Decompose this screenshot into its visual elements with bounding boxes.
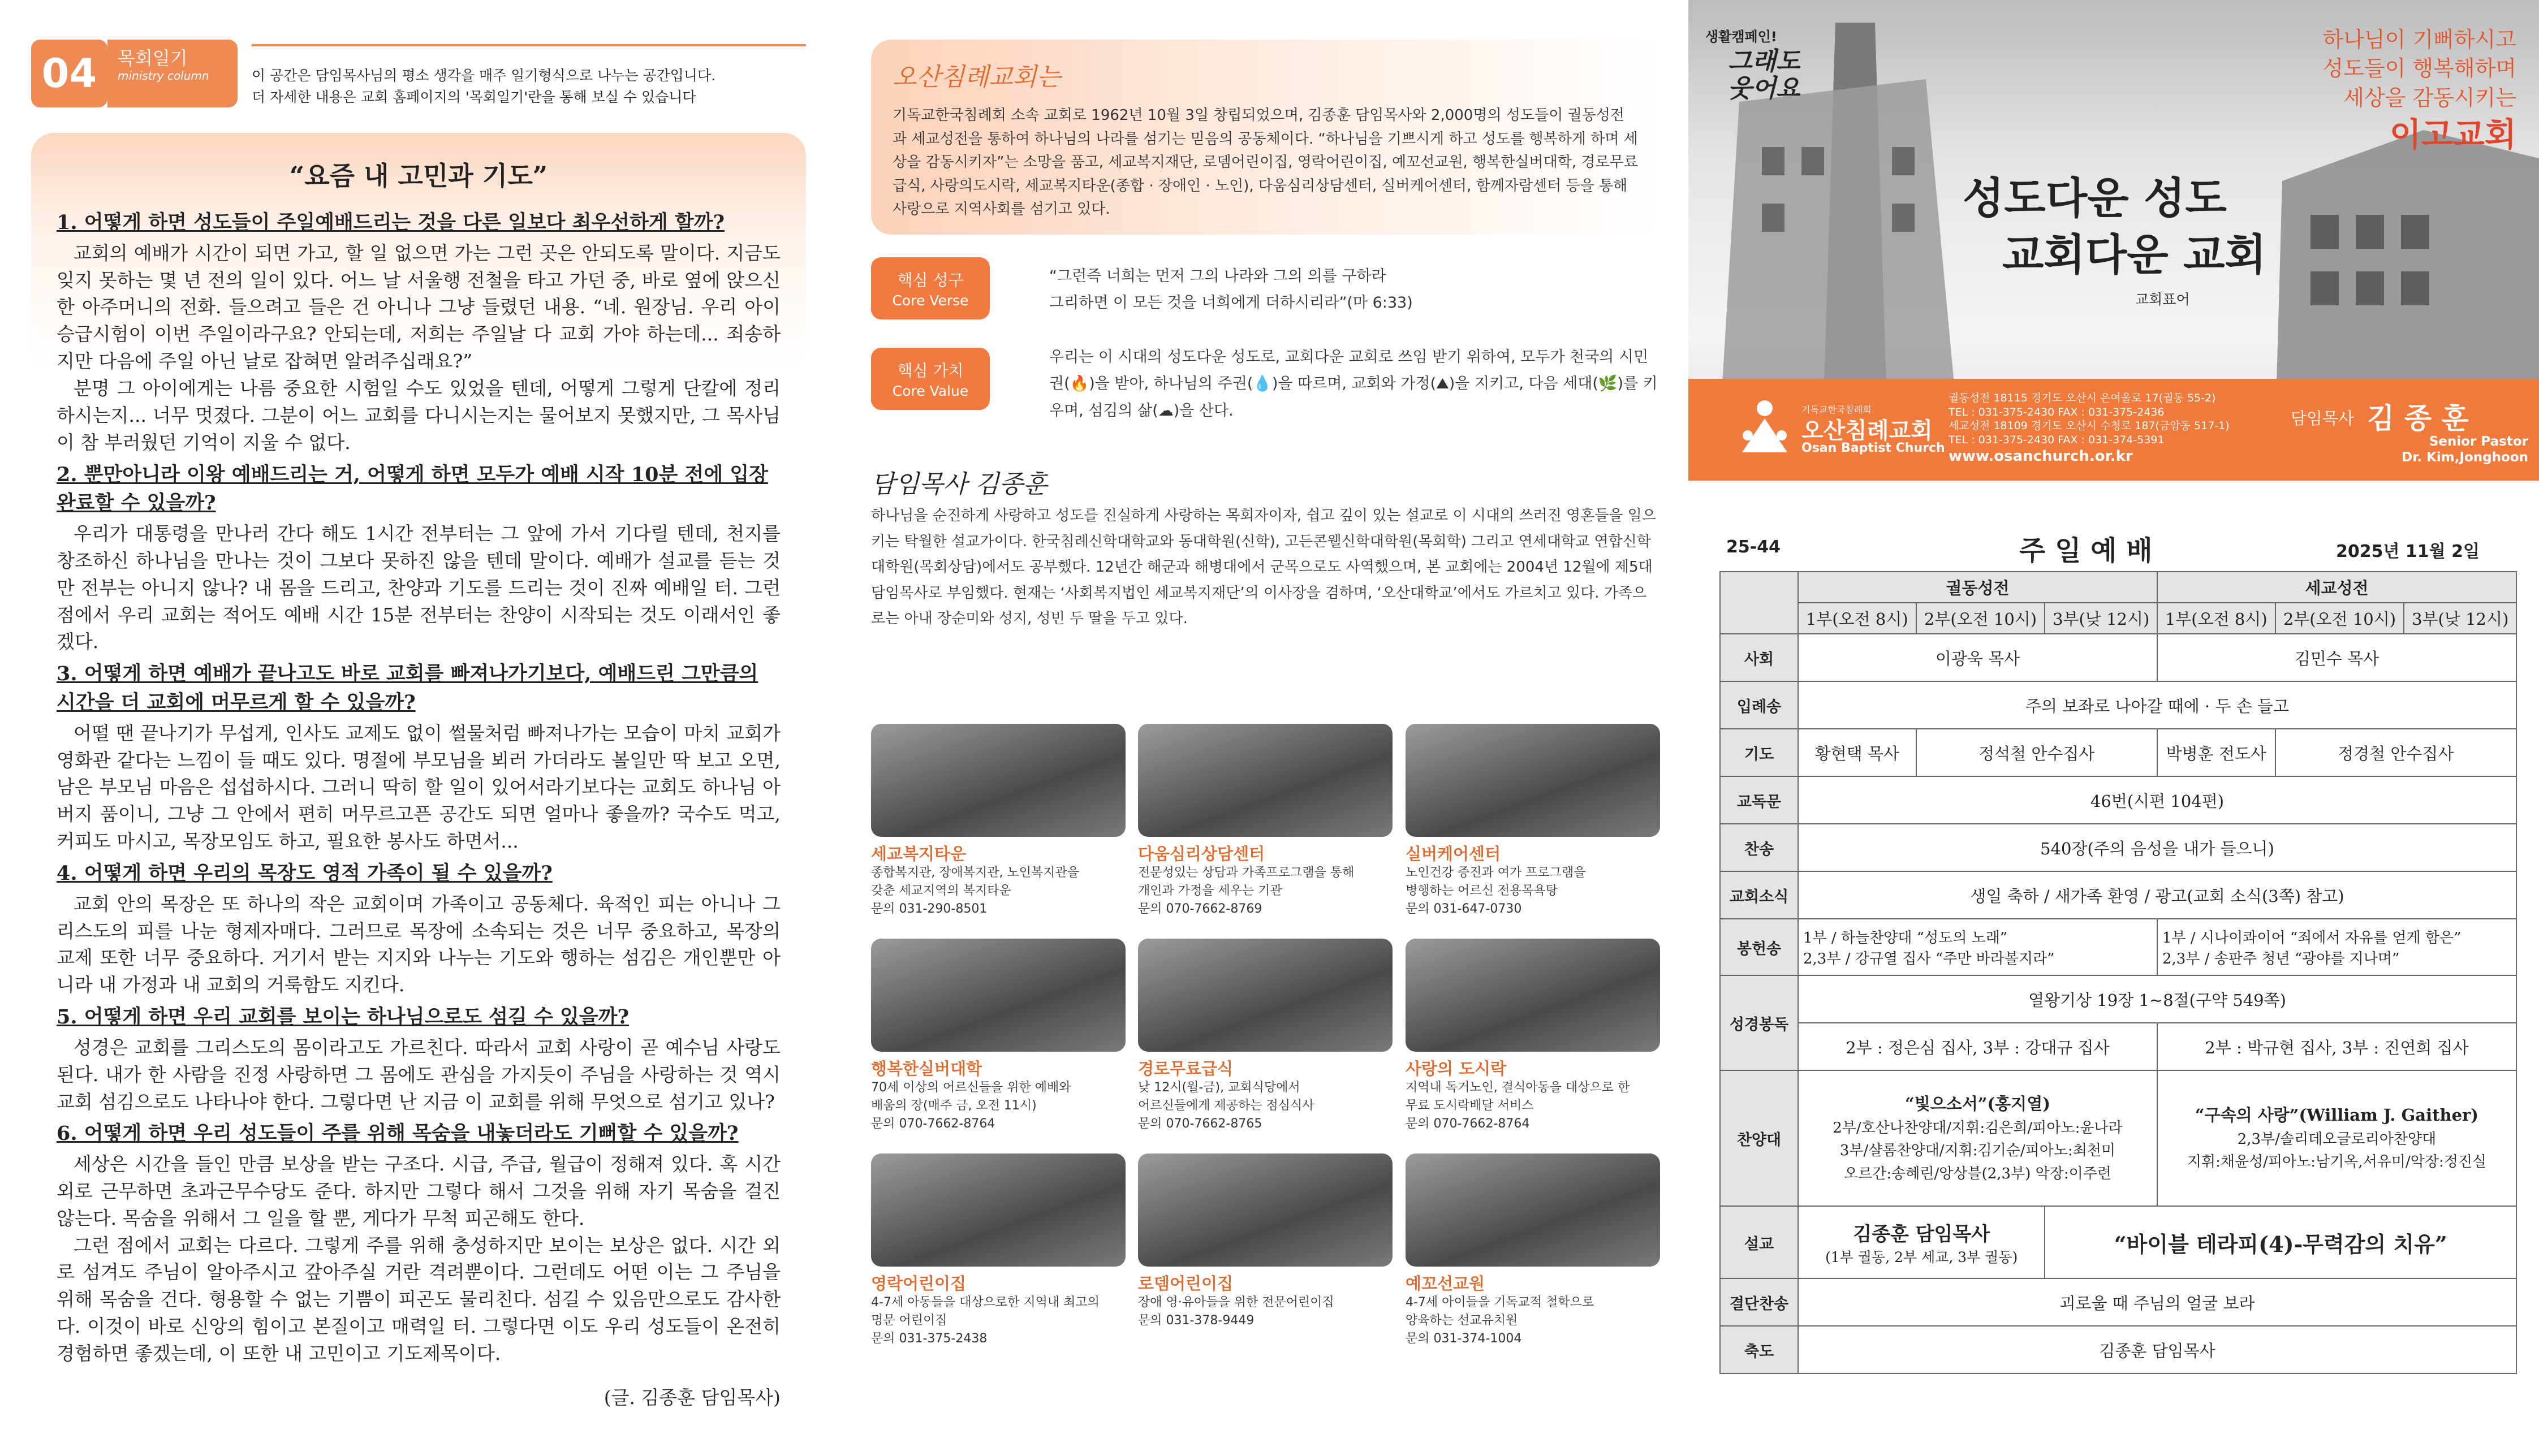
ministry-desc-line: 4-7세 아이들을 기독교적 철학으로 xyxy=(1406,1295,1594,1310)
ministry-title: 로뎀어린이집 xyxy=(1138,1274,1234,1293)
scripture-cell: 열왕기상 19장 1~8절(구약 549쪽) xyxy=(1798,975,2516,1023)
ministry-desc-line: 개인과 가정을 세우는 기관 xyxy=(1138,883,1282,898)
worship-order-table xyxy=(1719,571,2517,1374)
church-logo-icon xyxy=(1736,396,1793,458)
offering-line: 2,3부 / 강규열 집사 “주만 바라볼지라” xyxy=(1803,950,2055,967)
ministry-desc xyxy=(871,1294,1126,1348)
ministry-desc xyxy=(1138,864,1393,918)
ministry-title: 다움심리상담센터 xyxy=(1138,844,1265,863)
table-row xyxy=(1720,975,2516,1023)
address-line: 세교성전 18109 경기도 오산시 수청로 187(금암동 517-1) xyxy=(1949,420,2230,433)
ministry-desc-line: 문의 031-647-0730 xyxy=(1406,901,1522,916)
worship-date: 2025년 11월 2일 xyxy=(2336,542,2480,561)
pastor-bio: 하나님을 순진하게 사랑하고 성도를 진실하게 사랑하는 목회자이자, 쉽고 깊이 있는 설교로 이 시대의 쓰러진 영혼들을 일으키는 탁월한 설교가이다. 한국침례신학대학교와 동대학원(신학), 고든콘웰신학대학원(목회학) 그리고 연세대학교 연합신학대학원(목회상담)에서도 공부했다. 12년간 해군과 해병대에서 군목으로도 사역했으며, 본 교회에는 2004년 12월에 제5대 담임목사로 부임했다. 현재는 ‘사회복지법인 세교복지재단’의 이사장을 겸하며, ‘오산대학교’에서도 가르치고 있다. 가족으로는 아내 장순미와 성지, 성빈 두 딸을 두고 있다. xyxy=(871,507,1657,627)
ministry-desc-line: 문의 031-378-9449 xyxy=(1138,1313,1255,1328)
ministry-desc-line: 문의 070-7662-8769 xyxy=(1138,901,1262,916)
table-row xyxy=(1720,603,2516,634)
core-value-badge xyxy=(871,348,990,410)
slogan-line-2: 교회다운 교회 xyxy=(2002,230,2266,280)
core-verse-label: 핵심 성구 xyxy=(897,271,964,290)
table-row xyxy=(1720,824,2516,871)
core-verse-badge xyxy=(871,257,990,319)
essay-paragraph: 성경은 교회를 그리스도의 몸이라고도 가르친다. 따라서 교회 사랑이 곧 예수님 사랑도 된다. 내가 한 사람을 진정 사랑하면 그 몸에도 관심을 가지듯이 주님을 사랑하는 것 역시 교회 섬김으로도 나타나야 한다. 그렇다면 난 지금 이 교회를 위해 무엇으로 섬기고 있나? xyxy=(57,1036,781,1113)
core-verse-label-en: Core Verse xyxy=(892,292,969,309)
church-addresses xyxy=(1949,391,2230,466)
ministry-photo xyxy=(1138,1153,1393,1267)
pastor-en-line: Dr. Kim,Jonghoon xyxy=(2402,450,2528,465)
ministry-desc-line: 문의 031-374-1004 xyxy=(1406,1331,1522,1346)
ministry-photo xyxy=(1406,939,1660,1052)
essay-paragraph: 교회 안의 목장은 또 하나의 작은 교회이며 가족이고 공동체다. 육적인 피는 아니나 그리스도의 피를 나눈 형제자매다. 그러므로 목장에 소속되는 것은 너무 중요하고, 목장의 교제 또한 너무 중요하다. 거기서 받는 지지와 나누는 기도와 행하는 섬김은 개인뿐만 아니라 내 가정과 내 교회의 거룩함도 지킨다. xyxy=(57,892,781,996)
ministry-desc xyxy=(1138,1079,1393,1133)
core-value-label-en: Core Value xyxy=(892,382,969,399)
row-label: 기도 xyxy=(1720,729,1798,776)
intro-text: 기독교한국침례회 소속 교회로 1962년 10월 3일 창립되었으며, 김종훈 담임목사와 2,000명의 성도들이 궐동성전과 세교성전을 통하여 하나님의 나라를 섬기는 믿음의 공동체이다. “하나님을 기쁘시게 하고 성도를 행복하게 하며 세상을 감동시키자”는 소망을 품고, 세교복지재단, 로뎀어린이집, 영락어린이집, 예꼬선교원, 행복한실버대학, 경로무료급식, 사랑의도시락, 세교복지타운(종합 · 장애인 · 노인), 다움심리상담센터, 실버케어센터, 함께자람센터 등을 통해 사랑으로 지역사회를 섬기고 있다. xyxy=(893,107,1638,218)
essay-title: “요즘 내 고민과 기도” xyxy=(289,161,548,191)
core-verse-line: 그리하면 이 모든 것을 너희에게 더하시리라”(마 6:33) xyxy=(1049,294,1413,312)
essay-question: 3. 어떻게 하면 예배가 끝나고도 바로 교회를 빠져나가기보다, 예배드린 그만큼의 시간을 더 교회에 머무르게 할 수 있을까? xyxy=(57,662,758,714)
church-name-en: Osan Baptist Church xyxy=(1801,441,1945,455)
ministry-desc-line: 문의 070-7662-8764 xyxy=(1406,1116,1530,1131)
choir-line: 오르간:송혜린/앙상블(2,3부) 악장:이주련 xyxy=(1844,1165,2111,1182)
slogan-caption: 교회표어 xyxy=(2135,291,2190,308)
column-description xyxy=(252,65,806,107)
ministry-photo xyxy=(1138,939,1393,1052)
prayer-cell: 정석철 안수집사 xyxy=(1916,729,2157,776)
offering-line: 1부 / 하늘찬양대 “성도의 노래” xyxy=(1803,930,2008,947)
ministry-title: 예꼬선교원 xyxy=(1406,1274,1485,1293)
essay-question: 1. 어떻게 하면 성도들이 주일예배드리는 것을 다른 일보다 최우선하게 할까? xyxy=(57,211,725,234)
ministry-desc-line: 갖춘 세교지역의 복지타운 xyxy=(871,883,1011,898)
ministry-desc-line: 병행하는 어르신 전용목욕탕 xyxy=(1406,883,1558,898)
ministry-desc-line: 배움의 장(매주 금, 오전 11시) xyxy=(871,1098,1037,1113)
presider-cell: 이광욱 목사 xyxy=(1798,634,2157,681)
table-row xyxy=(1720,681,2516,729)
ministry-desc-line: 문의 070-7662-8765 xyxy=(1138,1116,1262,1131)
ministry-desc-line: 무료 도시락배달 서비스 xyxy=(1406,1098,1534,1113)
essay-signature: (글. 김종훈 담임목사) xyxy=(604,1386,781,1409)
address-line: TEL : 031-375-2430 FAX : 031-374-5391 xyxy=(1949,434,2165,447)
ministry-desc xyxy=(871,864,1126,918)
ministry-desc-line: 노인건강 증진과 여가 프로그램을 xyxy=(1406,866,1586,880)
row-label: 교회소식 xyxy=(1720,871,1798,919)
ministry-desc-line: 낮 12시(월-금), 교회식당에서 xyxy=(1138,1081,1300,1095)
choir-anthem: “빛으소서”(홍지열) xyxy=(1905,1094,2050,1114)
ministry-title: 실버케어센터 xyxy=(1406,844,1501,863)
table-row xyxy=(1720,634,2516,681)
essay-paragraph: 교회의 예배가 시간이 되면 가고, 할 일 없으면 가는 그런 곳은 안되도록 말이다. 지금도 잊지 못하는 몇 년 전의 일이 있다. 어느 날 서울행 전철을 타고 가던 중, 바로 옆에 앉으신 한 아주머니의 전화. 들으려고 들은 건 아니나 그냥 들렸던 내용. “네. 원장님. 우리 아이 승급시험이 이번 주일이라구요? 안되는데, 저희는 주일날 다 교회 가야 하는데... 죄송하지만 다음에 주일 아닌 날로 잡혀면 알려주십래요?” xyxy=(57,241,781,373)
offering-cell xyxy=(1798,919,2157,975)
ministry-desc xyxy=(871,1079,1126,1133)
ministry-grid xyxy=(871,724,1660,1368)
ministry-column xyxy=(31,40,806,1409)
essay-question: 2. 뿐만아니라 이왕 예배드리는 거, 어떻게 하면 모두가 예배 시작 10분 전에 입장 완료할 수 있을까? xyxy=(57,463,768,515)
table-row xyxy=(1720,871,2516,919)
ministry-title: 영락어린이집 xyxy=(871,1274,967,1293)
campaign-label: 생활캠페인! xyxy=(1705,29,1777,45)
preacher-cell xyxy=(1798,1206,2045,1278)
benediction-cell: 김종훈 담임목사 xyxy=(1798,1326,2516,1373)
creed-cell: 46번(시편 104편) xyxy=(1798,776,2516,824)
prayer-cell: 박병훈 전도사 xyxy=(2157,729,2275,776)
choir-cell xyxy=(2157,1070,2516,1206)
essay-question: 4. 어떻게 하면 우리의 목장도 영적 가족이 될 수 있을까? xyxy=(57,861,553,885)
service-header: 2부(오전 10시) xyxy=(2275,603,2404,634)
ministry-title: 경로무료급식 xyxy=(1138,1059,1234,1078)
ministry-desc-line: 지역내 독거노인, 결식아동을 대상으로 한 xyxy=(1406,1081,1630,1095)
essay-paragraph: 분명 그 아이에게는 나름 중요한 시험일 수도 있었을 텐데, 어떻게 그렇게 단칼에 정리하시는지... 너무 멋졌다. 그분이 어느 교회를 다니시는지는 물어보지 못했지만, 그 목사님이 참 부러웠던 기억이 지울 수 없다. xyxy=(57,377,781,453)
table-row xyxy=(1720,1206,2516,1278)
essay-paragraph: 세상은 시간을 들인 만큼 보상을 받는 구조다. 시급, 주급, 월급이 정해져 있다. 혹 시간 외로 근무하면 초과근무수당도 준다. 하지만 그렇다 해서 그것을 위해 자기 목숨을 걸진 않는다. 목숨을 위해서 그 일을 할 뿐, 게다가 무척 피곤해도 한다. xyxy=(57,1153,781,1229)
choir-line: 지휘:채윤성/피아노:남기옥,서유미/악장:정진실 xyxy=(2187,1153,2487,1171)
ministry-desc xyxy=(1406,1079,1660,1133)
issue-number: 25-44 xyxy=(1726,537,1781,557)
table-row xyxy=(1720,729,2516,776)
church-website[interactable]: www.osanchurch.or.kr xyxy=(1949,447,2133,465)
ministry-photo xyxy=(1406,1153,1660,1267)
ministry-desc-line: 전문성있는 상담과 가족프로그램을 통해 xyxy=(1138,866,1355,880)
choir-cell xyxy=(1798,1070,2157,1206)
service-header: 1부(오전 8시) xyxy=(1798,603,1916,634)
essay-question: 6. 어떻게 하면 우리 성도들이 주를 위해 목숨을 내놓더라도 기뻐할 수 있을까? xyxy=(57,1122,739,1146)
motto-line: 성도들이 행복해하며 xyxy=(2322,56,2516,81)
row-label: 교독문 xyxy=(1720,776,1798,824)
ministry-desc-line: 문의 031-290-8501 xyxy=(871,901,988,916)
row-label: 축도 xyxy=(1720,1326,1798,1373)
reader-cell: 2부 : 정은심 집사, 3부 : 강대규 집사 xyxy=(1798,1023,2157,1070)
core-verse-line: “그런즉 너희는 먼저 그의 나라와 그의 의를 구하라 xyxy=(1049,267,1386,285)
essay-paragraph: 어떨 땐 끝나기가 무섭게, 인사도 교제도 없이 썰물처럼 빠져나가는 모습이 마치 교회가 영화관 같다는 느낌이 들 때도 있다. 명절에 부모님을 뵈러 가더라도 볼일만 딱 보고 오면, 남은 부모님 마음은 섭섭하시다. 그러니 딱히 할 일이 있어서라기보다는 교회도 하나님 아버지 품이니, 그냥 그 안에서 편히 머무르고픈 공간도 되면 얼마나 좋을까? 국수도 먹고, 커피도 마시고, 목장모임도 하고, 필요한 봉사도 하면서... xyxy=(57,721,781,853)
column-tag-label: 목회일기 xyxy=(118,47,188,69)
closing-hymn-cell: 괴로울 때 주님의 얼굴 보라 xyxy=(1798,1278,2516,1326)
ministry-desc xyxy=(1406,864,1660,918)
core-value-text: 우리는 이 시대의 성도다운 성도로, 교회다운 교회로 쓰임 받기 위하여, 모두가 천국의 시민권(🔥)을 받아, 하나님의 주권(💧)을 따르며, 교회와 가정(⛰)을 지키고, 다음 세대(🌿)를 키우며, 섬김의 삶(☁)을 산다. xyxy=(1049,348,1658,420)
row-label: 찬송 xyxy=(1720,824,1798,871)
ministry-desc-line: 문의 070-7662-8764 xyxy=(871,1116,995,1131)
ministry-desc-line: 장애 영·유아들을 위한 전문어린이집 xyxy=(1138,1295,1334,1310)
offering-line: 2,3부 / 송판주 청년 “광야를 지나며” xyxy=(2162,950,2400,967)
service-header: 1부(오전 8시) xyxy=(2157,603,2275,634)
column-desc-line: 이 공간은 담임목사님의 평소 생각을 매주 일기형식으로 나누는 공간입니다. xyxy=(252,67,716,84)
row-label: 찬양대 xyxy=(1720,1070,1798,1206)
choir-line: 2부/호산나찬양대/지휘:김은희/피아노:윤나라 xyxy=(1833,1120,2123,1137)
ministry-desc-line: 양육하는 선교유치원 xyxy=(1406,1313,1518,1328)
ministry-desc-line: 70세 이상의 어르신들을 위한 예배와 xyxy=(871,1081,1071,1095)
row-label: 봉헌송 xyxy=(1720,919,1798,975)
church-name: 오산침례교회 xyxy=(1801,418,1933,444)
motto-brand: 이고교회 xyxy=(2389,115,2516,154)
row-label: 사회 xyxy=(1720,634,1798,681)
pastor-title: 담임목사 xyxy=(2291,409,2355,428)
pastor-name: 김 종 훈 xyxy=(2367,402,2469,435)
denomination: 기독교한국침례회 xyxy=(1801,404,1872,415)
column-number: 04 xyxy=(31,40,107,107)
ministry-desc xyxy=(1138,1294,1393,1330)
pastor-name-en xyxy=(2364,434,2528,465)
table-row xyxy=(1720,919,2516,975)
ministry-title: 세교복지타운 xyxy=(871,844,967,863)
campus-header: 세교성전 xyxy=(2157,572,2516,603)
address-line: TEL : 031-375-2430 FAX : 031-375-2436 xyxy=(1949,405,2165,418)
ministry-title: 사랑의 도시락 xyxy=(1406,1059,1507,1078)
essay-paragraph: 우리가 대통령을 만나러 간다 해도 1시간 전부터는 그 앞에 가서 기다릴 텐데, 천지를 창조하신 하나님을 만나는 것이 그보다 못하진 않을 텐데 말이다. 예배가 설교를 듣는 것만 전부는 아니지 않나? 내 몸을 드리고, 찬양과 기도를 드리는 것이 진짜 예배일 터. 그런 점에서 우리 교회는 적어도 예배 시간 15분 전부터는 찬양이 시작되는 것도 이래서인 좋겠다. xyxy=(57,522,781,653)
ministry-photo xyxy=(871,1153,1126,1267)
church-info-bar xyxy=(1688,379,2539,481)
worship-title: 주 일 예 배 xyxy=(2019,535,2153,567)
choir-anthem: “구속의 사랑”(William J. Gaither) xyxy=(2195,1105,2479,1125)
service-header: 3부(낮 12시) xyxy=(2404,603,2516,634)
ministry-desc-line: 종합복지관, 장애복지관, 노인복지관을 xyxy=(871,866,1080,880)
row-label: 입례송 xyxy=(1720,681,1798,729)
invocation-cell: 주의 보좌로 나아갈 때에 · 두 손 들고 xyxy=(1798,681,2516,729)
row-label: 결단찬송 xyxy=(1720,1278,1798,1326)
prayer-cell: 황현택 목사 xyxy=(1798,729,1916,776)
preacher-name: 김종훈 담임목사 xyxy=(1853,1222,1990,1246)
table-row xyxy=(1720,1023,2516,1070)
table-row xyxy=(1720,1278,2516,1326)
prayer-cell: 정경철 안수집사 xyxy=(2275,729,2516,776)
table-row xyxy=(1720,776,2516,824)
row-label: 성경봉독 xyxy=(1720,975,1798,1070)
news-cell: 생일 축하 / 새가족 환영 / 광고(교회 소식(3쪽) 참고) xyxy=(1798,871,2516,919)
ministry-title: 행복한실버대학 xyxy=(871,1059,982,1078)
reader-cell: 2부 : 박규현 집사, 3부 : 진연희 집사 xyxy=(2157,1023,2516,1070)
pastor-heading: 담임목사 김종훈 xyxy=(871,470,1048,499)
motto-line: 하나님이 기뻐하시고 xyxy=(2322,27,2516,52)
church-intro-box xyxy=(871,40,1660,235)
table-row xyxy=(1720,1326,2516,1373)
row-label: 설교 xyxy=(1720,1206,1798,1278)
offering-cell xyxy=(2157,919,2516,975)
column-divider xyxy=(252,44,806,46)
intro-heading: 오산침례교회는 xyxy=(893,63,1061,92)
core-value-label: 핵심 가치 xyxy=(897,361,964,380)
sermon-title: “바이블 테라피(4)-무력감의 치유” xyxy=(2045,1206,2516,1278)
service-header: 3부(낮 12시) xyxy=(2045,603,2157,634)
slogan-line-1: 성도다운 성도 xyxy=(1963,173,2227,223)
choir-line: 3부/샬롬찬양대/지휘:김기순/피아노:최천미 xyxy=(1839,1142,2116,1160)
preacher-note: (1부 궐동, 2부 세교, 3부 궐동) xyxy=(1825,1248,2018,1265)
church-motto xyxy=(2323,25,2516,157)
ministry-desc xyxy=(1406,1294,1660,1348)
offering-line: 1부 / 시나이콰이어 “죄에서 자유를 얻게 함은” xyxy=(2162,930,2462,947)
column-desc-line: 더 자세한 내용은 교회 홈페이지의 '목회일기'란을 통해 보실 수 있습니다 xyxy=(252,88,696,105)
ministry-desc-line: 4-7세 아동들을 대상으로한 지역내 최고의 xyxy=(871,1295,1100,1310)
pastor-en-line: Senior Pastor xyxy=(2429,434,2528,449)
essay-question: 5. 어떻게 하면 우리 교회를 보이는 하나님으로도 섬길 수 있을까? xyxy=(57,1005,629,1029)
table-row xyxy=(1720,572,2516,603)
header-corner xyxy=(1720,572,1798,634)
column-tag xyxy=(107,40,238,107)
service-header: 2부(오전 10시) xyxy=(1916,603,2045,634)
ministry-desc-line: 문의 031-375-2438 xyxy=(871,1331,988,1346)
hymn-cell: 540장(주의 음성을 내가 들으니) xyxy=(1798,824,2516,871)
motto-line: 세상을 감동시키는 xyxy=(2343,85,2516,110)
choir-line: 2,3부/솔리데오글로리아찬양대 xyxy=(2237,1131,2437,1148)
ministry-photo xyxy=(1406,724,1660,837)
campaign-word: 그래도 웃어요 xyxy=(1728,47,1800,103)
presider-cell: 김민수 목사 xyxy=(2157,634,2516,681)
ministry-photo xyxy=(871,939,1126,1052)
core-verse-text xyxy=(1049,263,1660,317)
ministry-photo xyxy=(871,724,1126,837)
address-line: 궐동성전 18115 경기도 오산시 은여울로 17(궐동 55-2) xyxy=(1949,392,2216,404)
campus-header: 궐동성전 xyxy=(1798,572,2157,603)
column-tag-sub: ministry column xyxy=(118,69,209,83)
ministry-desc-line: 명문 어린이집 xyxy=(871,1313,947,1328)
ministry-desc-line: 어르신들에게 제공하는 점심식사 xyxy=(1138,1098,1314,1113)
table-row xyxy=(1720,1070,2516,1206)
essay-box xyxy=(31,133,806,1456)
essay-paragraph: 그런 점에서 교회는 다르다. 그렇게 주를 위해 충성하지만 보이는 보상은 없다. 시간 외로 섬겨도 주님이 알아주시고 갚아주실 거란 격려뿐이다. 그런데도 어떤 이는 그 주님을 위해 목숨을 건다. 형용할 수 없는 기쁨이 피곤도 물리친다. 섬길 수 있음만으로도 감사한다. 이것이 바로 신앙의 힘이고 본질이고 매력일 터. 그렇다면 이도 우리 성도들이 온전히 경험하면 좋겠는데, 이 또한 내 고민이고 기도제목이다. xyxy=(57,1234,781,1364)
ministry-photo xyxy=(1138,724,1393,837)
